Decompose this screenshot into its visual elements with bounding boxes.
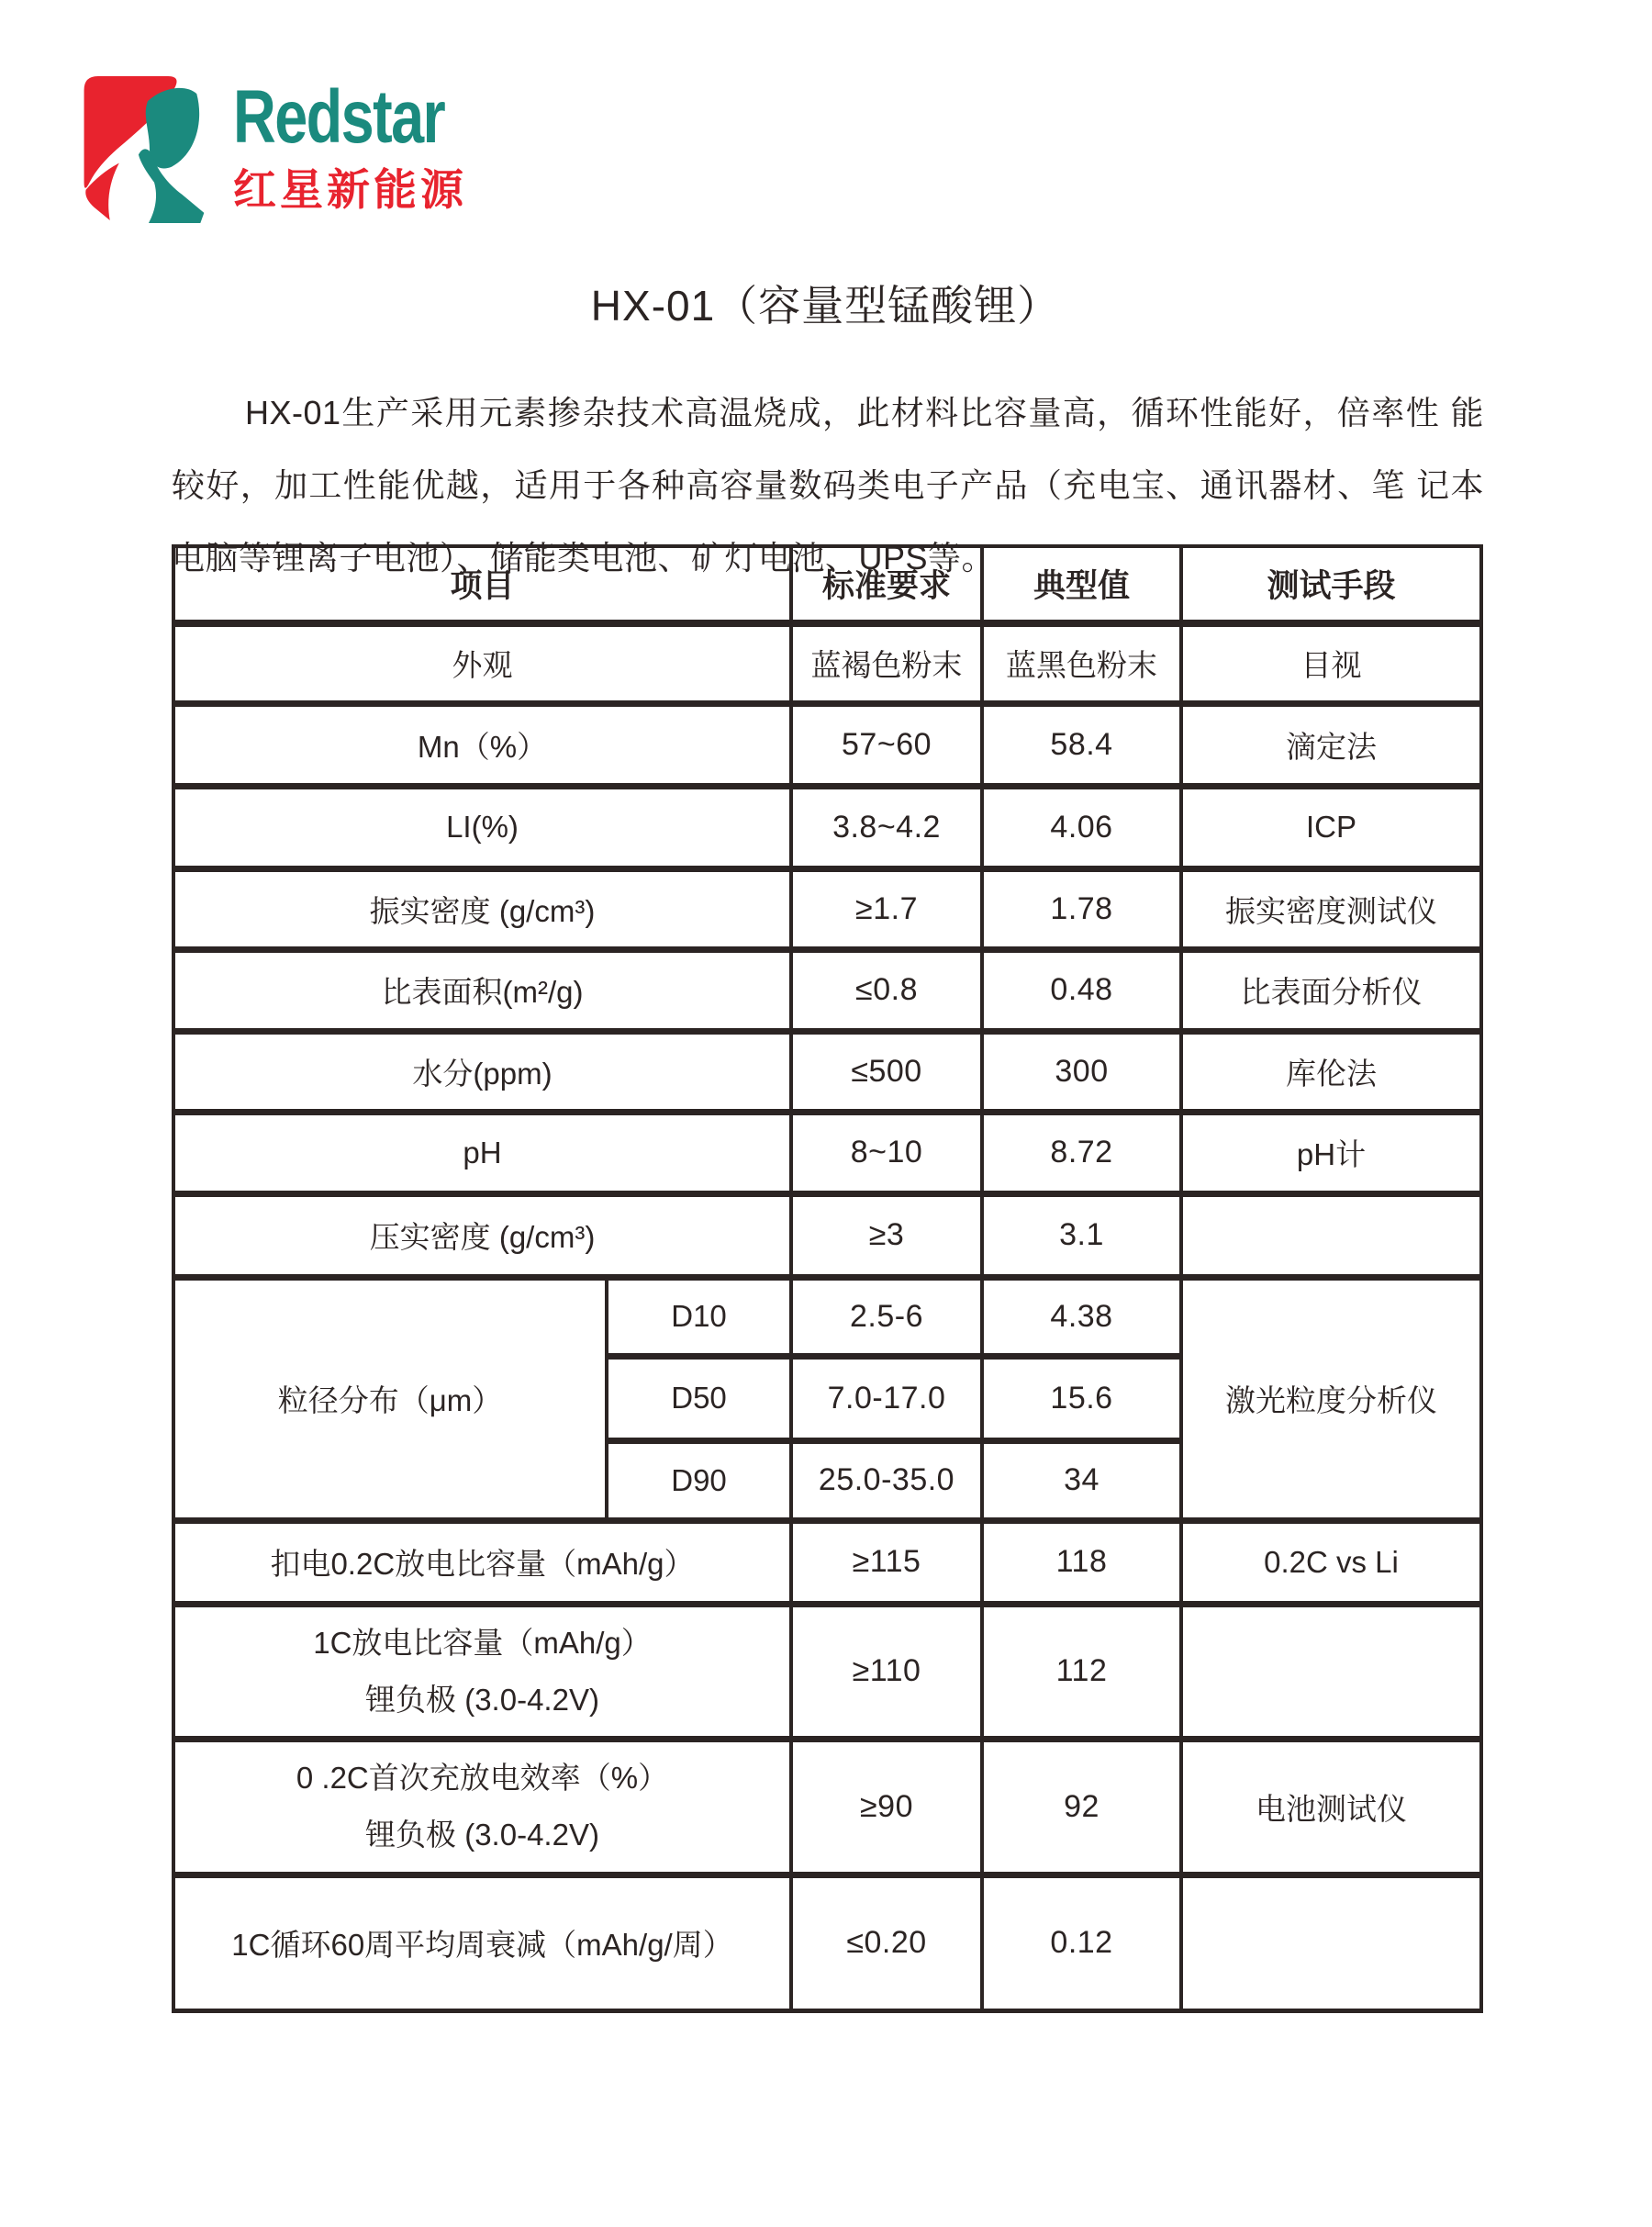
typical-cell: 4.06: [982, 786, 1181, 868]
spec-table: [172, 544, 1483, 2013]
table-row: [173, 868, 1481, 949]
typical-cell: 3.1: [982, 1193, 1181, 1277]
item-line-1: 0 .2C首次充放电效率（%）: [296, 1761, 669, 1795]
brand-name-chinese: 红星新能源: [233, 165, 467, 214]
typical-cell: 0.12: [982, 1874, 1181, 2010]
typical-cell: 4.38: [982, 1277, 1181, 1356]
standard-cell: ≥3: [791, 1193, 982, 1277]
item-cell: 比表面积(m²/g): [173, 949, 791, 1031]
header-item: 项目: [173, 546, 791, 623]
method-cell: 0.2C vs Li: [1181, 1520, 1481, 1604]
item-cell: Mn（%）: [173, 703, 791, 786]
item-line-2: 锂负极 (3.0-4.2V): [365, 1682, 599, 1717]
standard-cell: ≥110: [791, 1604, 982, 1739]
psd-sub-label: D50: [607, 1356, 791, 1440]
standard-cell: 7.0-17.0: [791, 1356, 982, 1440]
table-row: [173, 1031, 1481, 1112]
table-row: [173, 703, 1481, 786]
method-cell: [1181, 1604, 1481, 1739]
typical-cell: 58.4: [982, 703, 1181, 786]
table-header-row: [173, 546, 1481, 623]
method-cell: 电池测试仪: [1181, 1739, 1481, 1874]
item-line-1: 1C放电比容量（mAh/g）: [313, 1625, 652, 1660]
header-standard: 标准要求: [791, 546, 982, 623]
typical-cell: 蓝黑色粉末: [982, 623, 1181, 703]
page-title: HX-01（容量型锰酸锂）: [590, 282, 1061, 330]
item-cell: [173, 1604, 791, 1739]
product-description: HX-01生产采用元素掺杂技术高温烧成，此材料比容量高，循环性能好，倍率性 能较好，加工性能优越，适用于各种高容量数码类电子产品（充电宝、通讯器材、笔 记本电脑等锂离子电池）、储能类电池、矿灯电池、UPS等。: [172, 394, 1484, 576]
item-cell: [173, 1739, 791, 1874]
table-row: [173, 1520, 1481, 1604]
standard-cell: 8~10: [791, 1112, 982, 1193]
method-cell: ICP: [1181, 786, 1481, 868]
psd-sub-label: D10: [607, 1277, 791, 1356]
header-typical: 典型值: [982, 546, 1181, 623]
brand-name: Redstar: [233, 75, 445, 159]
item-cell: 振实密度 (g/cm³): [173, 868, 791, 949]
standard-cell: ≤0.8: [791, 949, 982, 1031]
header-method: 测试手段: [1181, 546, 1481, 623]
company-logo: [81, 73, 500, 226]
standard-cell: 2.5-6: [791, 1277, 982, 1356]
table-row: [173, 1112, 1481, 1193]
table-row: [173, 1739, 1481, 1874]
table-row-psd: [173, 1277, 1481, 1356]
item-cell: 扣电0.2C放电比容量（mAh/g）: [173, 1520, 791, 1604]
standard-cell: 57~60: [791, 703, 982, 786]
standard-cell: ≥115: [791, 1520, 982, 1604]
method-cell: 比表面分析仪: [1181, 949, 1481, 1031]
method-cell-psd: 激光粒度分析仪: [1181, 1277, 1481, 1520]
table-row: [173, 1193, 1481, 1277]
table-row: [173, 1604, 1481, 1739]
redstar-logo-icon: [81, 73, 220, 226]
typical-cell: 15.6: [982, 1356, 1181, 1440]
typical-cell: 300: [982, 1031, 1181, 1112]
psd-sub-label: D90: [607, 1440, 791, 1520]
method-cell: 目视: [1181, 623, 1481, 703]
standard-cell: ≥1.7: [791, 868, 982, 949]
table-row: [173, 949, 1481, 1031]
logo-text-block: [233, 73, 500, 213]
table-row: [173, 786, 1481, 868]
standard-cell: ≤500: [791, 1031, 982, 1112]
typical-cell: 92: [982, 1739, 1181, 1874]
method-cell: pH计: [1181, 1112, 1481, 1193]
method-cell: 振实密度测试仪: [1181, 868, 1481, 949]
item-line-2: 锂负极 (3.0-4.2V): [365, 1818, 599, 1852]
standard-cell: ≥90: [791, 1739, 982, 1874]
typical-cell: 1.78: [982, 868, 1181, 949]
item-cell-psd: 粒径分布（μm）: [173, 1277, 607, 1520]
item-cell: 外观: [173, 623, 791, 703]
typical-cell: 0.48: [982, 949, 1181, 1031]
method-cell: 库伦法: [1181, 1031, 1481, 1112]
method-cell: [1181, 1193, 1481, 1277]
item-cell: 水分(ppm): [173, 1031, 791, 1112]
table-row: [173, 623, 1481, 703]
item-cell: 1C循环60周平均周衰减（mAh/g/周）: [173, 1874, 791, 2010]
typical-cell: 34: [982, 1440, 1181, 1520]
standard-cell: ≤0.20: [791, 1874, 982, 2010]
typical-cell: 112: [982, 1604, 1181, 1739]
method-cell: 滴定法: [1181, 703, 1481, 786]
typical-cell: 118: [982, 1520, 1181, 1604]
item-cell: 压实密度 (g/cm³): [173, 1193, 791, 1277]
item-cell: LI(%): [173, 786, 791, 868]
standard-cell: 3.8~4.2: [791, 786, 982, 868]
standard-cell: 25.0-35.0: [791, 1440, 982, 1520]
typical-cell: 8.72: [982, 1112, 1181, 1193]
method-cell: [1181, 1874, 1481, 2010]
standard-cell: 蓝褐色粉末: [791, 623, 982, 703]
table-row: [173, 1874, 1481, 2010]
item-cell: pH: [173, 1112, 791, 1193]
